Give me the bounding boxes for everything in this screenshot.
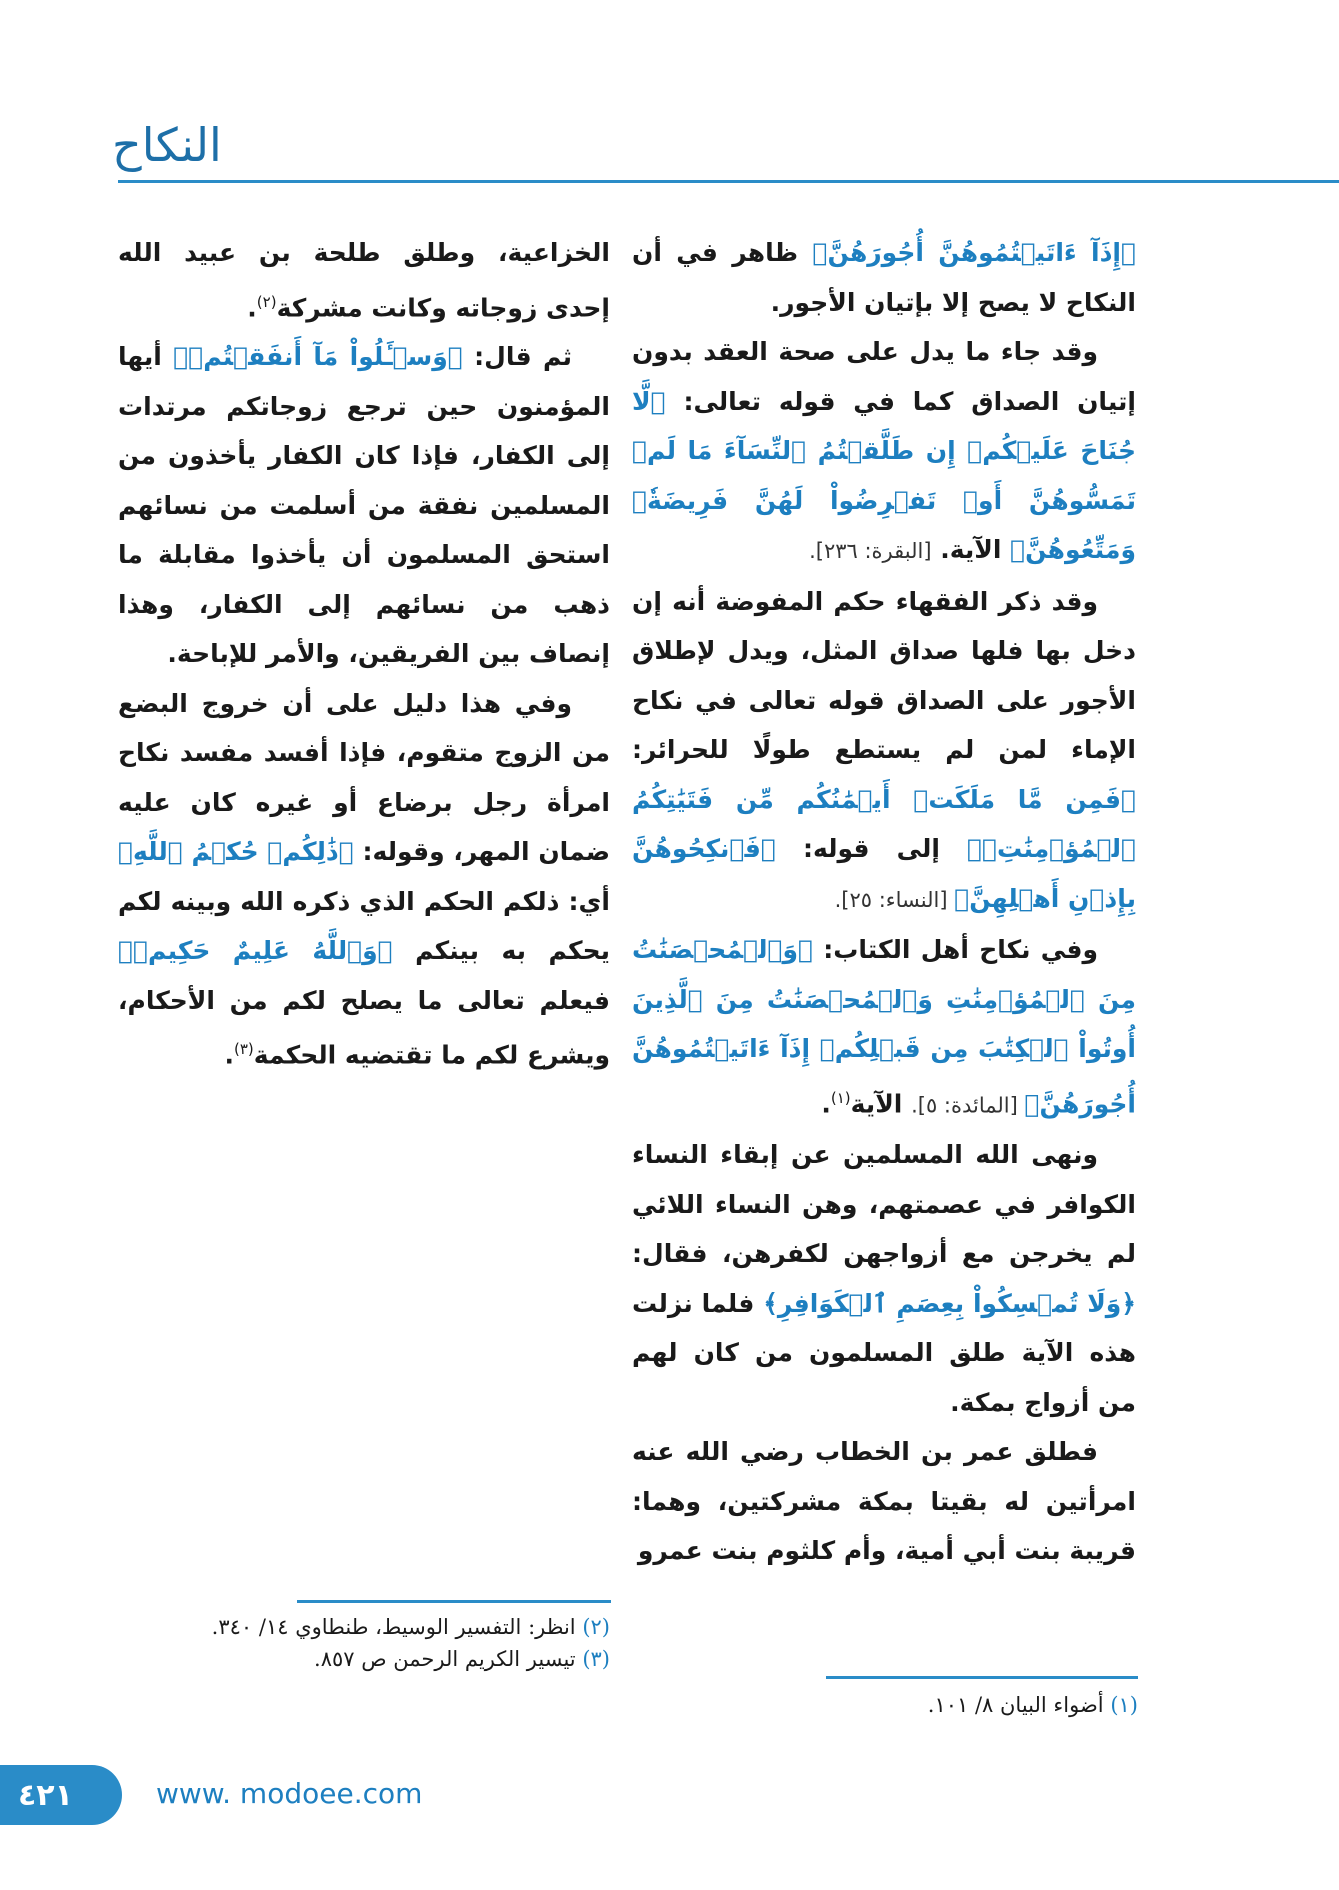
paragraph-text: فيعلم تعالى ما يصلح لكم من الأحكام، ويشرع لكم ما تقتضيه الحكمة [118,985,610,1070]
paragraph-text: . [247,292,257,322]
paragraph-text: وفي هذا دليل على أن خروج البضع من الزوج متقوم، فإذا أفسد مفسد نكاح امرأة رجل برضاع أو غيره كان عليه ضمان المهر، وقوله: [118,688,610,867]
quran-verse: ﴿وَٱللَّهُ عَلِيمٌ حَكِيمٞ﴾ [118,936,393,966]
paragraph-text: ثم قال: [462,342,572,372]
paragraph [632,1130,1136,1427]
paragraph-text: إلى قوله: [775,834,968,863]
footnote-text: تيسير الكريم الرحمن ص ٨٥٧. [314,1647,583,1671]
verse-reference: [النساء: ٢٥]. [834,887,955,912]
paragraph [632,228,1136,327]
footnote [700,1690,1138,1721]
verse-reference: [البقرة: ٢٣٦]. [809,539,932,563]
paragraph-text: وقد جاء ما يدل على صحة العقد بدون إتيان الصداق كما في قوله تعالى: [632,337,1136,416]
footnote-marker: (١) [830,1088,851,1107]
page-title: النكاح [112,118,222,172]
paragraph [118,228,610,332]
paragraph [632,1427,1136,1576]
paragraph-text: . [821,1088,831,1118]
quran-verse: ﴿وَلَا تُمۡسِكُواْ بِعِصَمِ ٱلۡكَوَافِرِ﴾ [763,1288,1136,1318]
paragraph-text: الخزاعية، وطلق طلحة بن عبيد الله إحدى زوجاته وكانت مشركة [118,238,610,322]
header-divider [118,180,1339,183]
paragraph [632,925,1136,1130]
footnote-marker: (٣) [233,1040,254,1059]
paragraph [118,332,610,679]
paragraph-text: الآية [850,1088,912,1118]
paragraph-text: الآية. [931,535,1011,564]
footnote-text: أضواء البيان ٨/ ١٠١. [927,1693,1111,1717]
paragraph-text: وقد ذكر الفقهاء حكم المفوضة أنه إن دخل بها فلها صداق المثل، ويدل لإطلاق الأجور على الصداق قوله تعالى في نكاح الإماء لمن لم يستطع طولًا للحرائر: [632,586,1136,764]
paragraph [632,577,1136,926]
verse-reference: [المائدة: ٥]. [911,1092,1025,1117]
footnote-number: (١) [1110,1693,1138,1717]
footnote [180,1644,610,1675]
footnote-divider [297,1600,611,1603]
paragraph-text: . [224,1040,234,1070]
paragraph-text: ظاهر في أن النكاح لا يصح إلا بإتيان الأجور. [632,238,1136,317]
paragraph-text: ونهى الله المسلمين عن إبقاء النساء الكوافر في عصمتهم، وهن النساء اللائي لم يخرجن مع أزواجهن لكفرهن، فقال: [632,1140,1136,1269]
paragraph [632,327,1136,577]
footnote-number: (٢) [582,1615,610,1639]
paragraph [118,679,610,1080]
right-column [632,228,1136,1576]
quran-verse: ﴿لَّا جُنَاحَ عَلَيۡكُمۡ إِن طَلَّقۡتُمُ ٱلنِّسَآءَ مَا لَمۡ تَمَسُّوهُنَّ أَوۡ تَفۡرِضُواْ لَهُنَّ فَرِيضَةٗۚ وَمَتِّعُوهُنَّ﴾ [632,386,1136,564]
quran-verse: ﴿وَٱلۡمُحۡصَنَٰتُ مِنَ ٱلۡمُؤۡمِنَٰتِ وَٱلۡمُحۡصَنَٰتُ مِنَ ٱلَّذِينَ أُوتُواْ ٱلۡكِتَٰبَ مِن قَبۡلِكُمۡ إِذَآ ءَاتَيۡتُمُوهُنَّ أُجُورَهُنَّ﴾ [632,935,1136,1118]
paragraph-text: وفي نكاح أهل الكتاب: [813,935,1098,964]
quran-verse: ﴿ذَٰلِكُمۡ حُكۡمُ ٱللَّهِ﴾ [118,837,354,867]
footnote-divider [826,1676,1138,1679]
quran-verse: ﴿وَسۡـَٔلُواْ مَآ أَنفَقۡتُمۡ﴾ [173,342,463,372]
paragraph-text: أي: ذلكم الحكم الذي ذكره الله وبينه لكم يحكم به بينكم [118,886,610,966]
paragraph-text: فلما نزلت هذه الآية طلق المسلمون من كان لهم من أزواج بمكة. [632,1288,1136,1417]
footnote-number: (٣) [582,1647,610,1671]
footnote-marker: (٢) [256,292,277,311]
paragraph-text: فطلق عمر بن الخطاب رضي الله عنه امرأتين له بقيتا بمكة مشركتين، وهما: قريبة بنت أبي أمية، وأم كلثوم بنت عمرو [632,1437,1136,1566]
paragraph-text: أيها المؤمنون حين ترجع زوجاتكم مرتدات إلى الكفار، فإذا كان الكفار يأخذون من المسلمين نفقة من أسلمت من نسائهم استحق المسلمون أن يأخذوا مقابلة ما ذهب من نسائهم إلى الكفار، وهذا إنصاف بين الفريقين، والأمر للإباحة. [118,342,610,669]
quran-verse: ﴿فَٱنكِحُوهُنَّ بِإِذۡنِ أَهۡلِهِنَّ﴾ [632,834,1136,913]
quran-verse: ﴿فَمِن مَّا مَلَكَتۡ أَيۡمَٰنُكُم مِّن فَتَيَٰتِكُمُ ٱلۡمُؤۡمِنَٰتِۚ﴾ [632,784,1136,863]
quran-verse: ﴿إِذَآ ءَاتَيۡتُمُوهُنَّ أُجُورَهُنَّ﴾ [812,238,1136,267]
footnote [180,1612,610,1643]
left-column [118,228,610,1080]
page-number: ٤٢١ [18,1778,73,1813]
website-link[interactable]: www. modoee.com [156,1777,423,1810]
footnote-text: انظر: التفسير الوسيط، طنطاوي ١٤/ ٣٤٠. [211,1615,583,1639]
